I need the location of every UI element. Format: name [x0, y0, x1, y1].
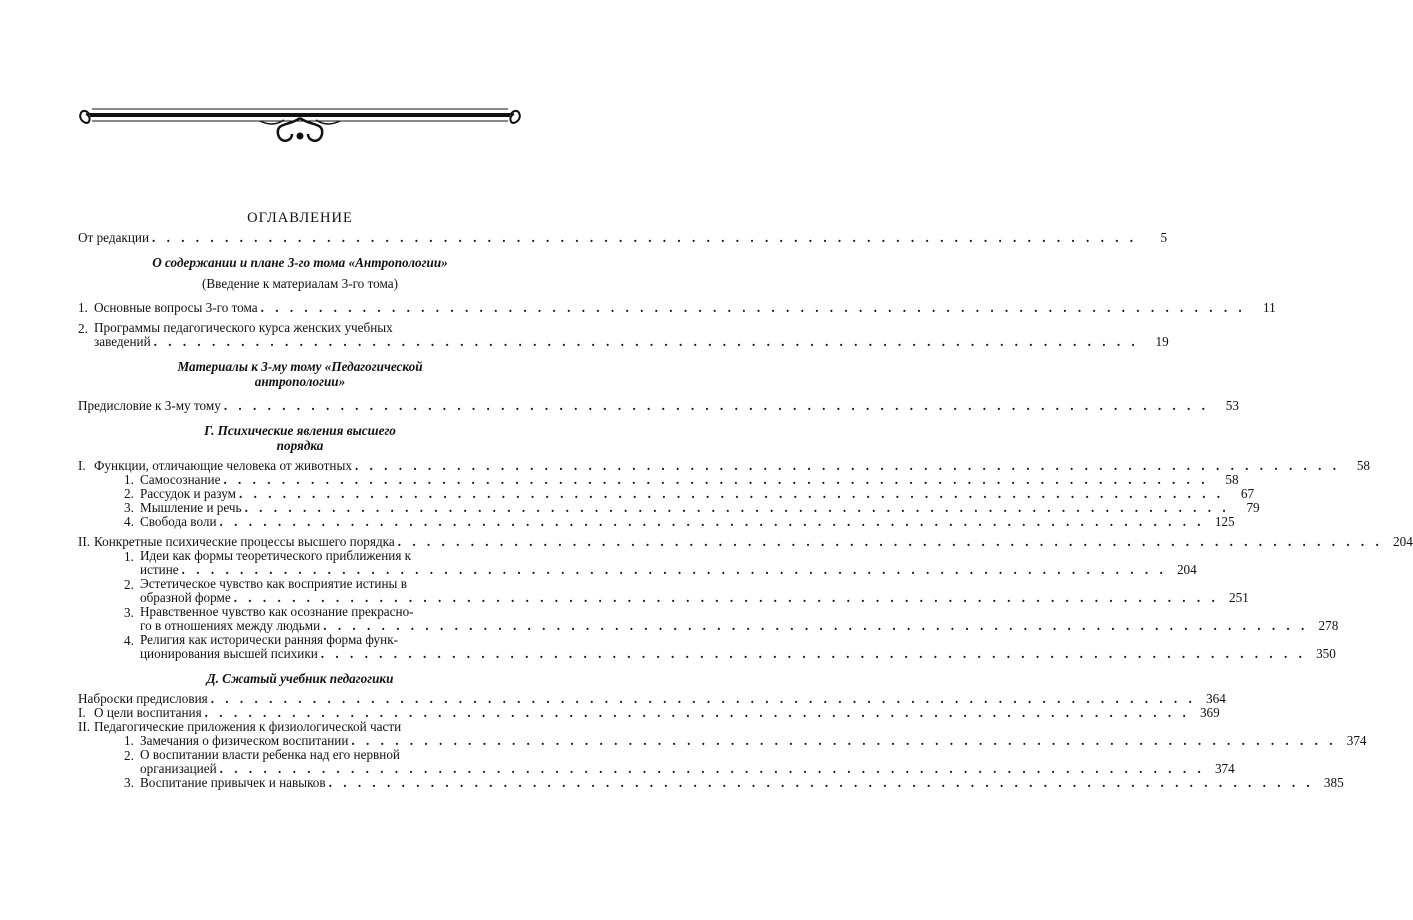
section-title: Г. Психические явления высшего: [204, 423, 396, 438]
toc-entry[interactable]: 3. Мышление и речь . . . 79: [124, 501, 522, 515]
toc-entry[interactable]: I. Функции, отличающие человека от животных . . . 58: [78, 459, 522, 473]
toc-entry[interactable]: 2. О воспитании власти ребенка над его нервной организацией . . . 374: [124, 748, 522, 776]
toc-entry[interactable]: 2. Рассудок и разум . . . 67: [124, 487, 522, 501]
section-title: О содержании и плане 3-го тома «Антропологии»: [152, 255, 448, 270]
section-title: порядка: [276, 438, 324, 453]
toc-entry[interactable]: 2. Программы педагогического курса женских учебных заведений . . . 19: [78, 321, 522, 349]
toc-entry[interactable]: II. Конкретные психические процессы высшего порядка . . . 204: [78, 535, 522, 549]
toc-entry[interactable]: 3. Нравственное чувство как осознание прекрасно- го в отношениях между людьми . . . 278: [124, 605, 522, 633]
toc-entry[interactable]: Предисловие к 3-му тому . . . 53: [78, 399, 522, 413]
toc-entry[interactable]: 3. Воспитание привычек и навыков . . . 385: [124, 776, 522, 790]
toc-entry[interactable]: 4. Религия как исторически ранняя форма функ- ционирования высшей психики . . . 350: [124, 633, 522, 661]
section-title: Материалы к 3-му тому «Педагогической: [177, 359, 423, 374]
section-subtitle: (Введение к материалам 3-го тома): [201, 276, 398, 291]
decorative-ornament-icon: [78, 96, 522, 148]
toc-entry[interactable]: 1. Самосознание . . . 58: [124, 473, 522, 487]
toc-entry[interactable]: Наброски предисловия . . . 364: [78, 692, 522, 706]
toc-entry[interactable]: I. О цели воспитания . . . 369: [78, 706, 522, 720]
toc-heading: ОГЛАВЛЕНИЕ: [247, 210, 353, 226]
toc-entry[interactable]: II. Педагогические приложения к физиологической части: [78, 719, 402, 734]
table-of-contents: [78, 210, 1413, 790]
toc-entry[interactable]: 1. Идеи как формы теоретического приближения к истине . . . 204: [124, 549, 522, 577]
toc-entry[interactable]: 2. Эстетическое чувство как восприятие истины в образной форме . . . 251: [124, 577, 522, 605]
section-title: Д. Сжатый учебник педагогики: [206, 671, 394, 686]
section-title: антропологии»: [254, 374, 346, 389]
toc-entry-editor[interactable]: От редакции . . . 5: [78, 231, 522, 245]
toc-entry[interactable]: 1. Замечания о физическом воспитании . . . 374: [124, 734, 522, 748]
toc-entry[interactable]: 1. Основные вопросы 3-го тома . . . 11: [78, 301, 522, 315]
toc-entry[interactable]: 4. Свобода воли . . . 125: [124, 515, 522, 529]
